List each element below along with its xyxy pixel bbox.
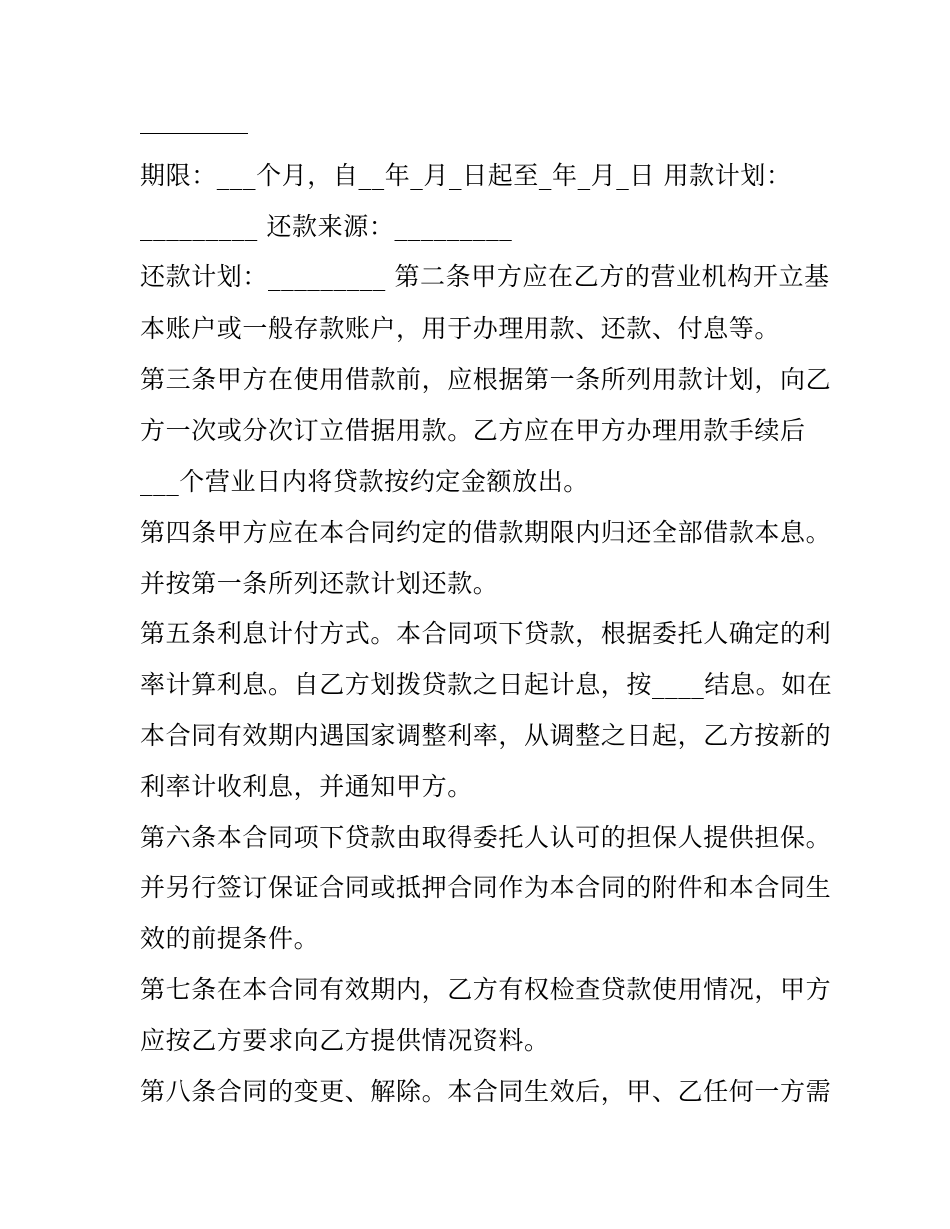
text-line: 第四条甲方应在本合同约定的借款期限内归还全部借款本息。 xyxy=(140,518,832,547)
text-line: 本账户或一般存款账户，用于办理用款、还款、付息等。 xyxy=(140,314,781,343)
text-line: 本合同有效期内遇国家调整利率，从调整之日起，乙方按新的 xyxy=(140,721,832,750)
text-line: 并另行签订保证合同或抵押合同作为本合同的附件和本合同生 xyxy=(140,873,832,902)
text-line: 第三条甲方在使用借款前，应根据第一条所列用款计划，向乙 xyxy=(140,365,832,394)
text-line: 还款计划：_________ 第二条甲方应在乙方的营业机构开立基 xyxy=(140,262,830,291)
text-line: 率计算利息。自乙方划拨贷款之日起计息，按____结息。如在 xyxy=(140,670,833,699)
text-line: 方一次或分次订立借据用款。乙方应在甲方办理用款手续后 xyxy=(140,416,806,445)
text-line: 第六条本合同项下贷款由取得委托人认可的担保人提供担保。 xyxy=(140,823,832,852)
top-blank-line xyxy=(140,133,248,134)
text-line: _________ 还款来源：_________ xyxy=(140,212,513,241)
text-line: 期限：___个月，自__年_月_日起至_年_月_日 用款计划： xyxy=(140,161,792,190)
text-line: 第七条在本合同有效期内，乙方有权检查贷款使用情况，甲方 xyxy=(140,975,832,1004)
text-line: 效的前提条件。 xyxy=(140,924,320,953)
text-line: 应按乙方要求向乙方提供情况资料。 xyxy=(140,1026,550,1055)
text-line: 第八条合同的变更、解除。本合同生效后，甲、乙任何一方需 xyxy=(140,1077,832,1106)
text-line: ___个营业日内将贷款按约定金额放出。 xyxy=(140,467,589,496)
text-line: 并按第一条所列还款计划还款。 xyxy=(140,569,499,598)
text-line: 利率计收利息，并通知甲方。 xyxy=(140,772,473,801)
text-line: 第五条利息计付方式。本合同项下贷款，根据委托人确定的利 xyxy=(140,619,832,648)
